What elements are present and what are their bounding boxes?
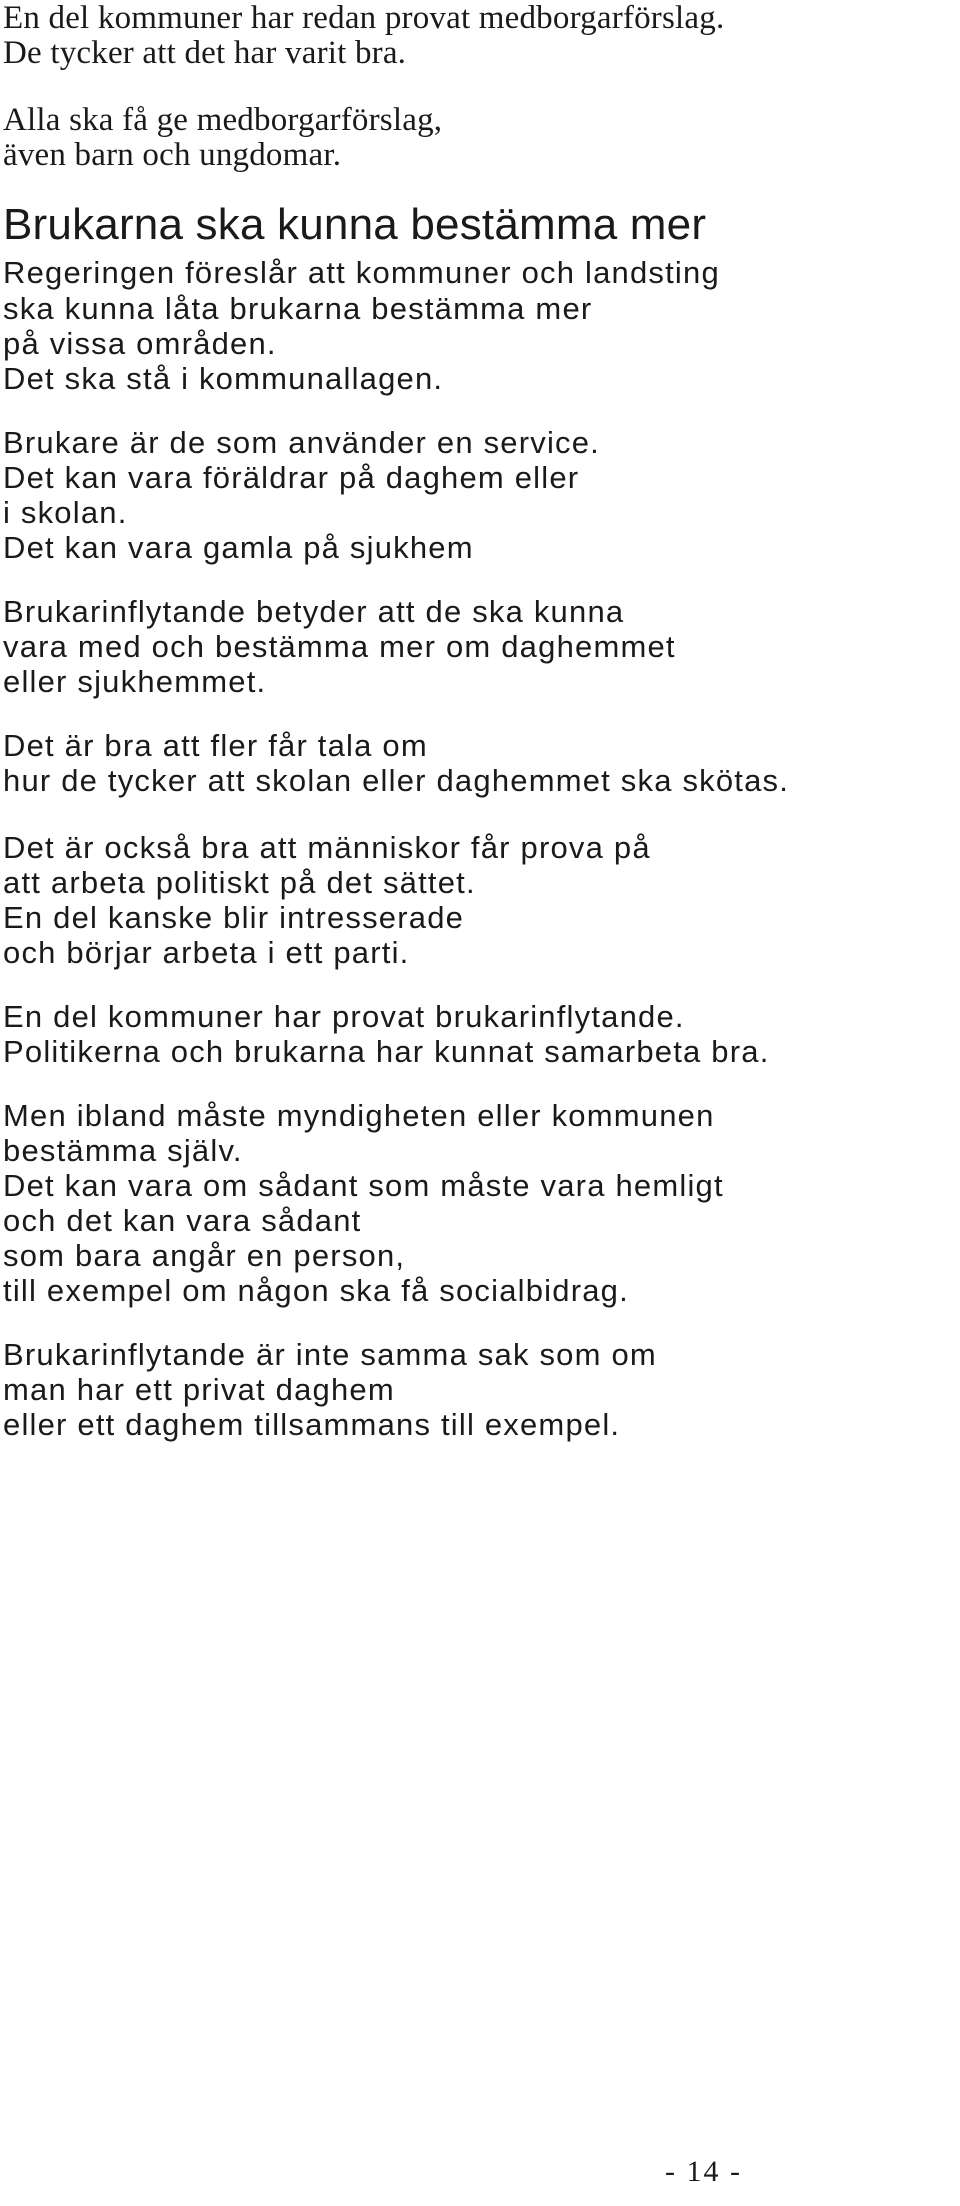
intro-line-1: En del kommuner har redan provat medborgarförslag. <box>3 0 725 36</box>
p5-line-1: Det är också bra att människor får prova på <box>3 830 651 865</box>
p1-line-3: på vissa områden. <box>3 326 277 361</box>
p1-line-1: Regeringen föreslår att kommuner och landsting <box>3 255 720 290</box>
p2-line-4: Det kan vara gamla på sjukhem <box>3 530 474 565</box>
p8-line-2: man har ett privat daghem <box>3 1372 395 1407</box>
p8-line-1: Brukarinflytande är inte samma sak som om <box>3 1337 657 1372</box>
p5-line-2: att arbeta politiskt på det sättet. <box>3 865 476 900</box>
p2-line-2: Det kan vara föräldrar på daghem eller <box>3 460 580 495</box>
p2-line-1: Brukare är de som använder en service. <box>3 425 600 460</box>
p4-line-2: hur de tycker att skolan eller daghemmet ska skötas. <box>3 763 790 798</box>
p7-line-6: till exempel om någon ska få socialbidrag. <box>3 1273 629 1308</box>
p7-line-1: Men ibland måste myndigheten eller kommunen <box>3 1098 715 1133</box>
p6-line-2: Politikerna och brukarna har kunnat samarbeta bra. <box>3 1034 770 1069</box>
p6-line-1: En del kommuner har provat brukarinflytande. <box>3 999 685 1034</box>
section-heading: Brukarna ska kunna bestämma mer <box>3 200 707 249</box>
p7-line-4: och det kan vara sådant <box>3 1203 362 1238</box>
p7-line-2: bestämma själv. <box>3 1133 243 1168</box>
intro-line-4: även barn och ungdomar. <box>3 137 342 173</box>
p8-line-3: eller ett daghem tillsammans till exempel. <box>3 1407 621 1442</box>
p3-line-3: eller sjukhemmet. <box>3 664 267 699</box>
p5-line-4: och börjar arbeta i ett parti. <box>3 935 410 970</box>
p1-line-4: Det ska stå i kommunallagen. <box>3 361 444 396</box>
intro-line-3: Alla ska få ge medborgarförslag, <box>3 102 443 138</box>
p3-line-2: vara med och bestämma mer om daghemmet <box>3 629 676 664</box>
p3-line-1: Brukarinflytande betyder att de ska kunna <box>3 594 625 629</box>
p4-line-1: Det är bra att fler får tala om <box>3 728 428 763</box>
page-number: - 14 - <box>665 2155 742 2188</box>
p1-line-2: ska kunna låta brukarna bestämma mer <box>3 291 593 326</box>
p5-line-3: En del kanske blir intresserade <box>3 900 465 935</box>
p7-line-3: Det kan vara om sådant som måste vara hemligt <box>3 1168 724 1203</box>
intro-line-2: De tycker att det har varit bra. <box>3 35 407 71</box>
p7-line-5: som bara angår en person, <box>3 1238 406 1273</box>
p2-line-3: i skolan. <box>3 495 128 530</box>
